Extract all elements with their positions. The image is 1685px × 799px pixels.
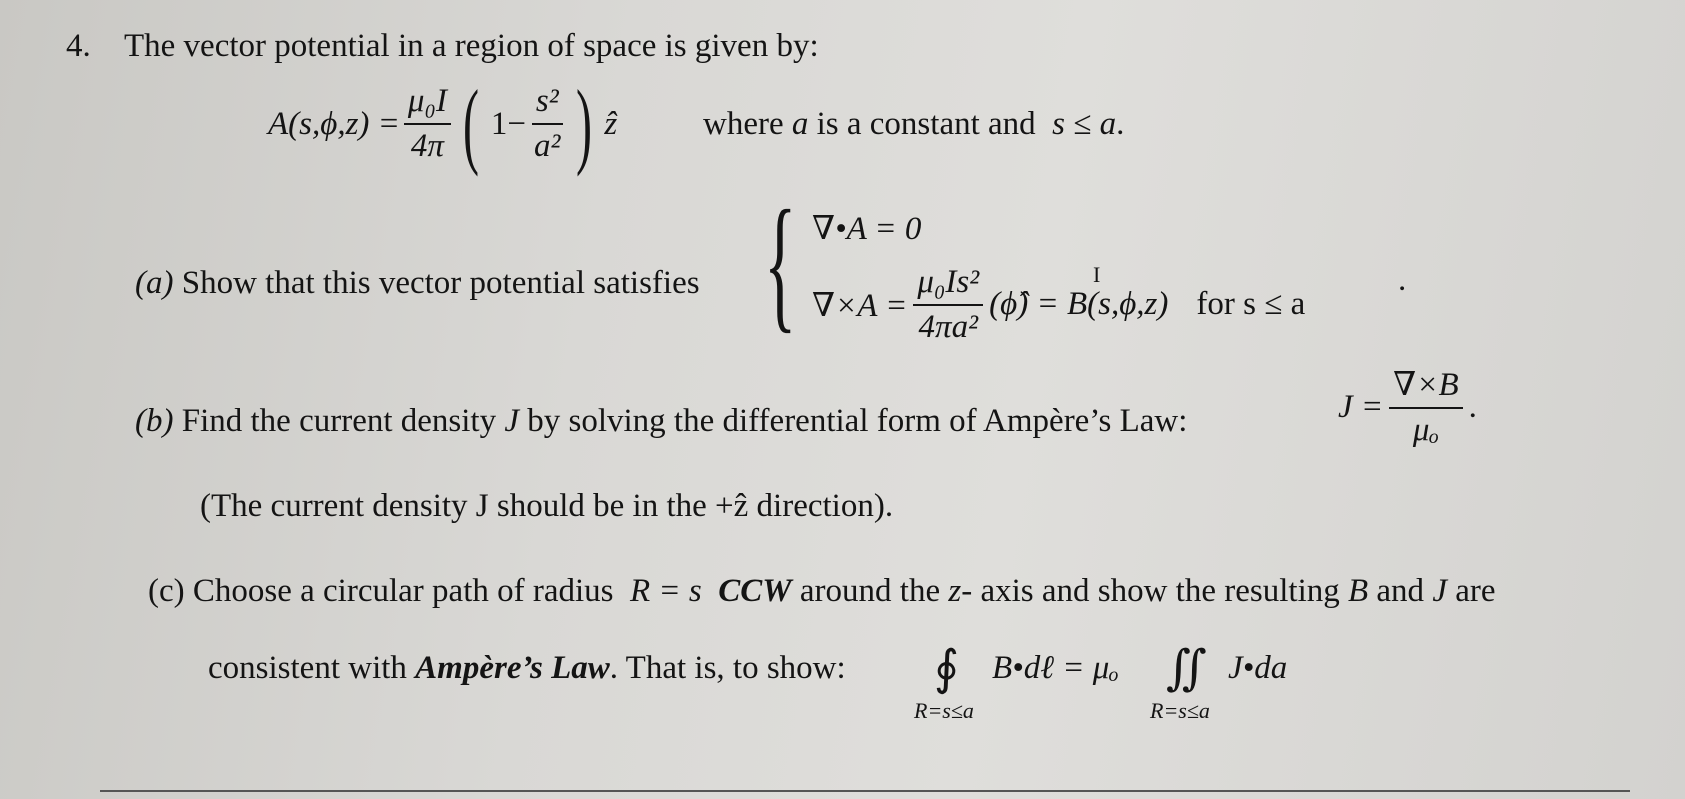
part-b-note: (The current density J should be in the +ẑ direction).: [200, 488, 894, 524]
part-b-eq-end: .: [1468, 389, 1477, 426]
part-a-eq2: [812, 265, 1305, 344]
left-brace: {: [764, 180, 797, 346]
part-c-line1-a: Choose a circular path of radius: [192, 573, 614, 609]
part-b-symbol-j: J: [504, 403, 519, 439]
part-c-are: are: [1455, 573, 1496, 609]
part-c-z: z-: [948, 573, 973, 609]
part-c-radius: R = s: [630, 573, 702, 609]
contour-integral-subscript: R=s≤a: [914, 698, 974, 723]
problem-number: 4.: [66, 28, 91, 64]
given-lhs: A(s,ϕ,z) =: [268, 105, 400, 142]
given-coefficient: [404, 84, 451, 163]
surface-integral-subscript: R=s≤a: [1150, 698, 1210, 723]
given-unit-vector: ẑ: [604, 105, 618, 142]
part-c-line2-a: consistent with: [208, 650, 407, 686]
left-paren: (: [462, 70, 479, 177]
part-b-eq-fraction: [1389, 368, 1462, 447]
part-c-ccw: CCW: [718, 573, 792, 609]
given-coef-num: μ₀I: [404, 84, 451, 125]
part-a-eq1: ∇•A = 0: [812, 211, 922, 247]
part-c-j: J: [1432, 573, 1447, 609]
given-a: a: [791, 106, 809, 142]
part-a-statement: [135, 265, 700, 302]
part-b-statement: [135, 403, 1187, 440]
given-one-minus: 1−: [490, 105, 527, 142]
amperes-law-equation: [1338, 368, 1477, 447]
part-c-and: and: [1376, 573, 1425, 609]
part-b-label: (b): [135, 403, 174, 439]
stray-mark: I: [1093, 262, 1101, 287]
contour-integral-body: B•dℓ = μₒ: [992, 650, 1119, 686]
problem-intro: The vector potential in a region of space is given by:: [124, 28, 819, 64]
part-b-text2: by solving the differential form of Ampère’s Law:: [527, 403, 1188, 439]
given-ratio-den: a²: [534, 128, 561, 164]
part-b-text: Find the current density: [181, 403, 497, 439]
given-ratio-num: s²: [532, 84, 563, 125]
stray-dot: .: [1398, 262, 1407, 298]
given-equation: [268, 70, 618, 177]
part-c-line2: [208, 650, 846, 687]
part-a-eq2-lhs: ∇×A =: [812, 287, 908, 324]
part-c-line2-b: . That is, to show:: [609, 650, 846, 686]
given-where: where: [703, 106, 784, 142]
given-coef-den: 4π: [410, 128, 444, 164]
part-c-line1-c: axis and show the resulting: [980, 573, 1340, 609]
part-b-eq-den: μₒ: [1412, 411, 1439, 448]
given-tail: [703, 106, 1124, 143]
given-ratio: [530, 84, 564, 163]
part-a-eq2-num: μ₀Is²: [913, 265, 983, 306]
surface-integral-symbol: ∬: [1166, 642, 1207, 695]
part-a-eq2-den: 4πa²: [918, 308, 978, 345]
part-a-eq2-condition: for s ≤ a: [1196, 286, 1306, 323]
part-c-label: (c): [148, 573, 185, 609]
part-c-line1-b: around the: [799, 573, 941, 609]
contour-integral-symbol: ∮: [934, 642, 960, 695]
part-a-eq2-fraction: [913, 265, 983, 344]
part-a-label: (a): [135, 265, 174, 301]
part-c-law: Ampère’s Law: [415, 650, 610, 686]
right-paren: ): [576, 70, 593, 177]
part-c-b: B: [1347, 573, 1369, 609]
surface-integral-body: J•da: [1228, 650, 1288, 686]
part-a-eq2-rhs: (ϕ̂) = B(s,ϕ,z): [989, 286, 1169, 323]
part-a-text: Show that this vector potential satisfies: [181, 265, 700, 301]
given-condition: s ≤ a: [1052, 106, 1117, 142]
given-period: .: [1116, 106, 1125, 142]
bottom-divider: [100, 790, 1630, 792]
part-b-eq-lhs: J =: [1338, 389, 1384, 426]
part-c-line1: [148, 573, 1496, 610]
part-b-eq-num: ∇×B: [1389, 368, 1462, 409]
given-tail-text: is a constant and: [816, 106, 1036, 142]
